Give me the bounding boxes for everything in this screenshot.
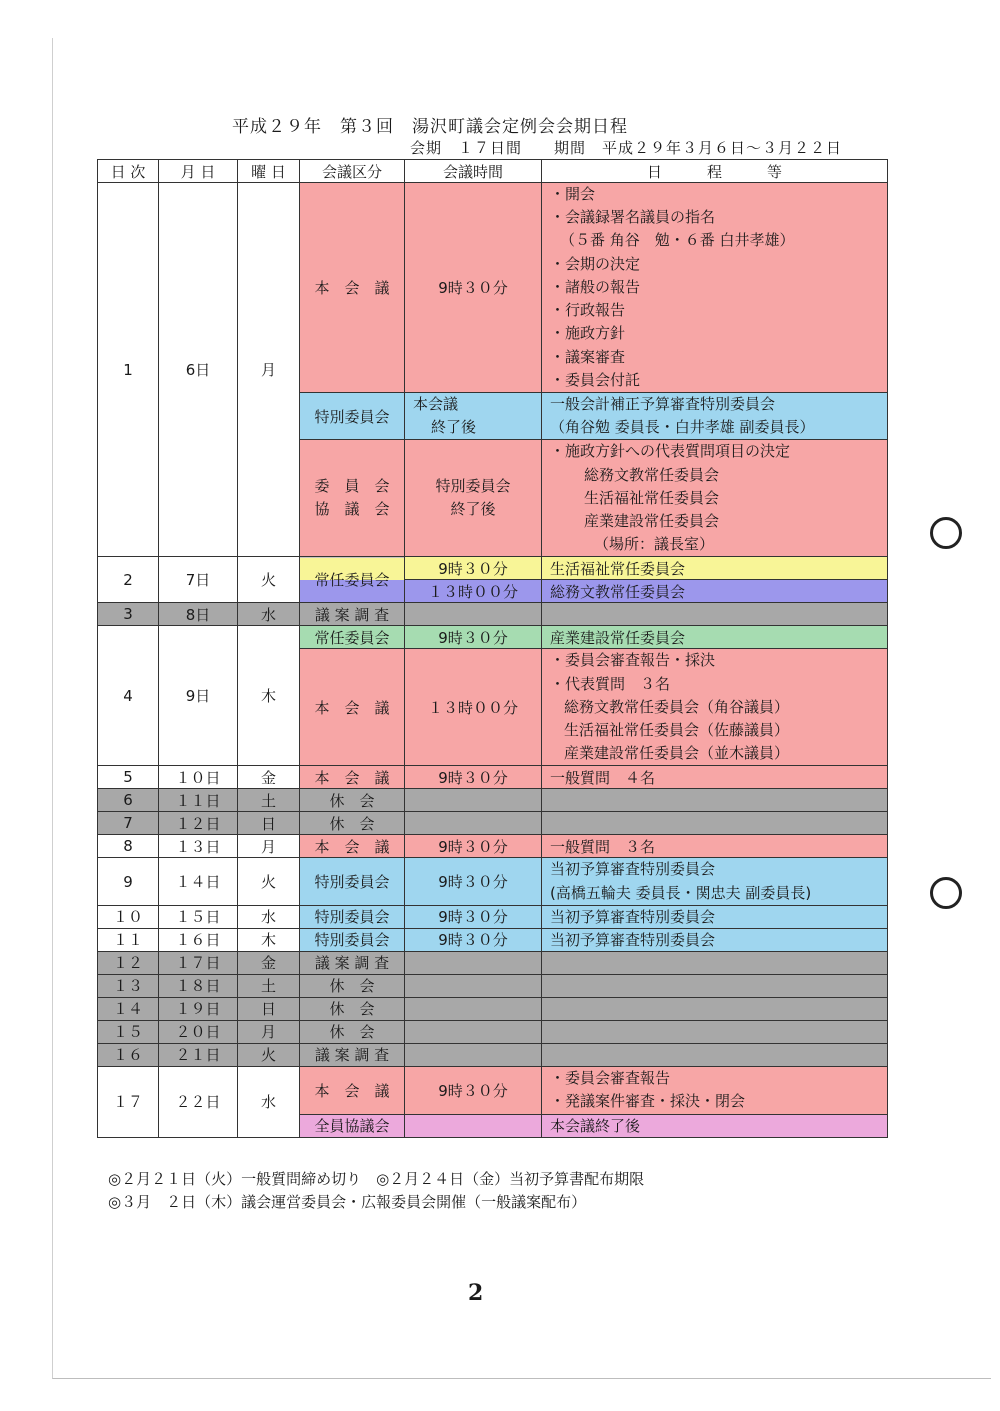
agenda-empty bbox=[542, 789, 888, 812]
category-bill-study: 議 案 調 査 bbox=[300, 1043, 405, 1066]
table-row bbox=[98, 1043, 888, 1066]
meeting-time: 9時３０分 bbox=[405, 858, 542, 905]
category-recess: 休 会 bbox=[300, 789, 405, 812]
agenda-empty bbox=[542, 1043, 888, 1066]
agenda-item: 一般質問 ４名 bbox=[542, 766, 888, 789]
table-row bbox=[98, 183, 888, 393]
day-no: １５ bbox=[98, 1020, 159, 1043]
date: ２０日 bbox=[159, 1020, 238, 1043]
table-row bbox=[98, 626, 888, 649]
meeting-time: １３時００分 bbox=[405, 649, 542, 766]
category-recess: 休 会 bbox=[300, 974, 405, 997]
day-no: 5 bbox=[98, 766, 159, 789]
date: １１日 bbox=[159, 789, 238, 812]
day-no: 6 bbox=[98, 789, 159, 812]
agenda-empty bbox=[542, 951, 888, 974]
table-row bbox=[98, 997, 888, 1020]
weekday: 金 bbox=[238, 951, 300, 974]
day-no: １７ bbox=[98, 1066, 159, 1137]
weekday: 火 bbox=[238, 858, 300, 905]
meeting-time: 9時３０分 bbox=[405, 183, 542, 393]
day-no: １６ bbox=[98, 1043, 159, 1066]
meeting-time-empty bbox=[405, 1043, 542, 1066]
meeting-time: 9時３０分 bbox=[405, 766, 542, 789]
date: 6日 bbox=[159, 183, 238, 557]
weekday: 月 bbox=[238, 835, 300, 858]
category-special-committee: 特別委員会 bbox=[300, 858, 405, 905]
agenda-item: ・委員会審査報告 bbox=[550, 1069, 671, 1088]
day-no: １０ bbox=[98, 905, 159, 928]
date: １９日 bbox=[159, 997, 238, 1020]
agenda-item: ・発議案件審査・採決・閉会 bbox=[550, 1092, 746, 1111]
document-title: 平成２９年 第３回 湯沢町議会定例会会期日程 bbox=[232, 117, 628, 137]
category-plenary: 本 会 議 bbox=[300, 835, 405, 858]
schedule-table bbox=[97, 159, 888, 1138]
category-recess: 休 会 bbox=[300, 1020, 405, 1043]
footnotes bbox=[108, 1168, 644, 1214]
date: １２日 bbox=[159, 812, 238, 835]
category-bill-study: 議 案 調 査 bbox=[300, 603, 405, 626]
table-row bbox=[98, 835, 888, 858]
weekday: 月 bbox=[238, 1020, 300, 1043]
agenda-list bbox=[542, 440, 888, 557]
time-line: 終了後 bbox=[431, 418, 477, 437]
agenda-empty bbox=[542, 812, 888, 835]
meeting-time-empty bbox=[405, 997, 542, 1020]
date: １４日 bbox=[159, 858, 238, 905]
meeting-time: 9時３０分 bbox=[405, 928, 542, 951]
time-line: 特別委員会 bbox=[435, 477, 511, 496]
meeting-time bbox=[405, 393, 542, 440]
category-line: 委 員 会 bbox=[314, 477, 390, 496]
agenda-item: 当初予算審査特別委員会 bbox=[542, 928, 888, 951]
agenda-empty bbox=[542, 1020, 888, 1043]
table-row bbox=[98, 766, 888, 789]
category-special-committee: 特別委員会 bbox=[300, 928, 405, 951]
category-bill-study: 議 案 調 査 bbox=[300, 951, 405, 974]
agenda-item: 本会議終了後 bbox=[542, 1114, 888, 1137]
weekday: 土 bbox=[238, 789, 300, 812]
weekday: 水 bbox=[238, 1066, 300, 1137]
page-number: 2 bbox=[468, 1280, 484, 1306]
punch-hole-icon bbox=[930, 517, 962, 549]
agenda-item: （場所：議長室） bbox=[594, 535, 715, 554]
agenda-list bbox=[542, 858, 888, 905]
date: １６日 bbox=[159, 928, 238, 951]
agenda-item: ・行政報告 bbox=[550, 301, 626, 320]
date: ２１日 bbox=[159, 1043, 238, 1066]
meeting-time-empty bbox=[405, 789, 542, 812]
meeting-time: 9時３０分 bbox=[405, 557, 542, 580]
agenda-empty bbox=[542, 974, 888, 997]
category-special-committee: 特別委員会 bbox=[300, 393, 405, 440]
day-no: 1 bbox=[98, 183, 159, 557]
meeting-time-empty bbox=[405, 603, 542, 626]
agenda-item: ・議案審査 bbox=[550, 347, 626, 366]
agenda-item: 当初予算審査特別委員会 bbox=[542, 905, 888, 928]
table-row bbox=[98, 928, 888, 951]
meeting-time: 9時３０分 bbox=[405, 835, 542, 858]
date: １８日 bbox=[159, 974, 238, 997]
date: １３日 bbox=[159, 835, 238, 858]
day-no: 2 bbox=[98, 557, 159, 603]
date: １５日 bbox=[159, 905, 238, 928]
header-category: 会議区分 bbox=[300, 160, 405, 183]
day-no: 3 bbox=[98, 603, 159, 626]
header-weekday: 曜 日 bbox=[238, 160, 300, 183]
day-no: １２ bbox=[98, 951, 159, 974]
table-row bbox=[98, 789, 888, 812]
agenda-list bbox=[542, 649, 888, 766]
meeting-time bbox=[405, 440, 542, 557]
category-line: 協 議 会 bbox=[314, 500, 390, 519]
day-no: １４ bbox=[98, 997, 159, 1020]
weekday: 日 bbox=[238, 812, 300, 835]
category-plenary: 本 会 議 bbox=[300, 183, 405, 393]
weekday: 土 bbox=[238, 974, 300, 997]
agenda-empty bbox=[542, 603, 888, 626]
agenda-item: 総務文教常任委員会（角谷議員） bbox=[564, 697, 790, 716]
day-no: １１ bbox=[98, 928, 159, 951]
agenda-item: ・諸般の報告 bbox=[550, 277, 641, 296]
table-row bbox=[98, 1020, 888, 1043]
date: 8日 bbox=[159, 603, 238, 626]
day-no: 9 bbox=[98, 858, 159, 905]
category-plenary: 本 会 議 bbox=[300, 766, 405, 789]
agenda-item: 産業建設常任委員会 bbox=[542, 626, 888, 649]
agenda-item: 生活福祉常任委員会（佐藤議員） bbox=[564, 721, 790, 740]
agenda-item: ・委員会付託 bbox=[550, 370, 641, 389]
agenda-item: ・代表質問 ３名 bbox=[550, 674, 671, 693]
category-standing-committee: 常任委員会 bbox=[300, 557, 405, 603]
category-plenary: 本 会 議 bbox=[300, 649, 405, 766]
category-committee-council bbox=[300, 440, 405, 557]
session-period: 会期 １７日間 期間 平成２９年３月６日～３月２２日 bbox=[410, 139, 843, 157]
agenda-item: ・施政方針 bbox=[550, 324, 626, 343]
agenda-item: 一般会計補正予算審査特別委員会 bbox=[550, 395, 776, 413]
agenda-list bbox=[542, 1066, 888, 1114]
time-line: 終了後 bbox=[450, 500, 496, 519]
weekday: 火 bbox=[238, 1043, 300, 1066]
weekday: 日 bbox=[238, 997, 300, 1020]
agenda-item: 総務文教常任委員会 bbox=[584, 465, 720, 484]
agenda-item: ・施政方針への代表質問項目の決定 bbox=[550, 442, 791, 461]
category-special-committee: 特別委員会 bbox=[300, 905, 405, 928]
date: ２２日 bbox=[159, 1066, 238, 1137]
table-row bbox=[98, 858, 888, 905]
agenda-item: ・開会 bbox=[550, 185, 596, 204]
day-no: 7 bbox=[98, 812, 159, 835]
table-row bbox=[98, 603, 888, 626]
day-no: １３ bbox=[98, 974, 159, 997]
category-recess: 休 会 bbox=[300, 812, 405, 835]
category-all-member-council: 全員協議会 bbox=[300, 1114, 405, 1137]
footnote: ◎３月 ２日（木）議会運営委員会・広報委員会開催（一般議案配布） bbox=[108, 1193, 587, 1211]
header-time: 会議時間 bbox=[405, 160, 542, 183]
table-row bbox=[98, 1066, 888, 1114]
weekday: 月 bbox=[238, 183, 300, 557]
weekday: 水 bbox=[238, 905, 300, 928]
agenda-item: ・委員会審査報告・採決 bbox=[550, 651, 716, 670]
meeting-time: 9時３０分 bbox=[405, 626, 542, 649]
meeting-time: １３時００分 bbox=[405, 580, 542, 603]
agenda-item: 生活福祉常任委員会 bbox=[542, 557, 888, 580]
weekday: 金 bbox=[238, 766, 300, 789]
agenda-item: （５番 角谷 勉・６番 白井孝雄） bbox=[560, 231, 795, 250]
category-plenary: 本 会 議 bbox=[300, 1066, 405, 1114]
time-line: 本会議 bbox=[413, 395, 459, 413]
day-no: 4 bbox=[98, 626, 159, 766]
header-row bbox=[98, 160, 888, 183]
date: １０日 bbox=[159, 766, 238, 789]
table-row bbox=[98, 974, 888, 997]
weekday: 火 bbox=[238, 557, 300, 603]
punch-hole-icon bbox=[930, 877, 962, 909]
header-agenda: 日 程 等 bbox=[542, 160, 888, 183]
agenda-item: 総務文教常任委員会 bbox=[542, 580, 888, 603]
meeting-time: 9時３０分 bbox=[405, 905, 542, 928]
header-day-no: 日 次 bbox=[98, 160, 159, 183]
agenda-item: （角谷勉 委員長・白井孝雄 副委員長） bbox=[550, 418, 815, 437]
date: １７日 bbox=[159, 951, 238, 974]
agenda-item: 生活福祉常任委員会 bbox=[584, 488, 720, 507]
table-row bbox=[98, 812, 888, 835]
agenda-item: ・会議録署名議員の指名 bbox=[550, 208, 716, 227]
agenda-item: 産業建設常任委員会（並木議員） bbox=[564, 744, 790, 763]
meeting-time-empty bbox=[405, 1020, 542, 1043]
meeting-time-empty bbox=[405, 951, 542, 974]
day-no: 8 bbox=[98, 835, 159, 858]
agenda-empty bbox=[542, 997, 888, 1020]
agenda-item: (高橋五輪夫 委員長・関忠夫 副委員長) bbox=[550, 883, 812, 902]
meeting-time-empty bbox=[405, 1114, 542, 1137]
footnote: ◎２月２１日（火）一般質問締め切り ◎２月２４日（金）当初予算書配布期限 bbox=[108, 1170, 645, 1188]
weekday: 木 bbox=[238, 626, 300, 766]
date: 9日 bbox=[159, 626, 238, 766]
weekday: 木 bbox=[238, 928, 300, 951]
agenda-item: 当初予算審査特別委員会 bbox=[550, 860, 716, 879]
category-recess: 休 会 bbox=[300, 997, 405, 1020]
agenda-list bbox=[542, 393, 888, 440]
agenda-list bbox=[542, 183, 888, 393]
agenda-item: ・会期の決定 bbox=[550, 254, 641, 273]
table-row bbox=[98, 557, 888, 580]
header-date: 月 日 bbox=[159, 160, 238, 183]
meeting-time-empty bbox=[405, 974, 542, 997]
category-standing-committee: 常任委員会 bbox=[300, 626, 405, 649]
agenda-item: 産業建設常任委員会 bbox=[584, 512, 720, 531]
table-row bbox=[98, 951, 888, 974]
weekday: 水 bbox=[238, 603, 300, 626]
agenda-item: 一般質問 ３名 bbox=[542, 835, 888, 858]
table-row bbox=[98, 905, 888, 928]
meeting-time-empty bbox=[405, 812, 542, 835]
meeting-time: 9時３０分 bbox=[405, 1066, 542, 1114]
date: 7日 bbox=[159, 557, 238, 603]
